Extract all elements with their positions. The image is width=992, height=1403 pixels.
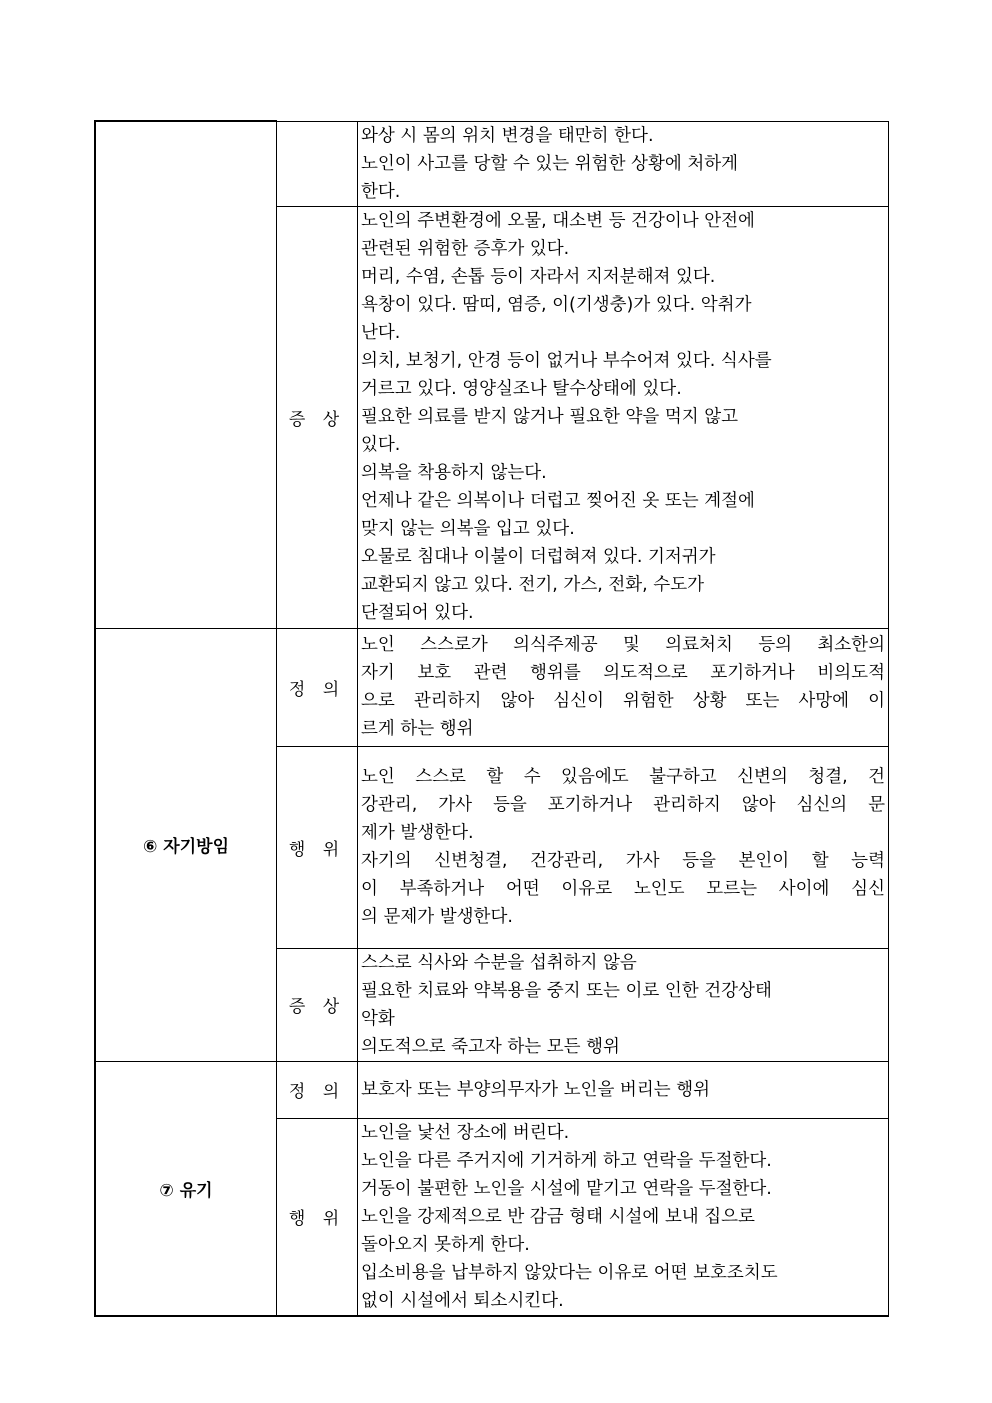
text-line: 노인이 사고를 당할 수 있는 위험한 상황에 처하게 [361,153,739,174]
text-line: 이 부족하거나 어떤 이유로 노인도 모르는 사이에 심신 [361,879,885,899]
category-abandonment: ⑦ 유기 [95,1061,277,1316]
text-line: 의복을 착용하지 않는다. [361,463,547,483]
text-line: 노인 스스로 할 수 있음에도 불구하고 신변의 청결, 건 [361,767,885,787]
text-line: 자기 보호 관련 행위를 의도적으로 포기하거나 비의도적 [361,663,885,683]
section7-definition-desc [358,1061,889,1118]
text-line: 필요한 의료를 받지 않거나 필요한 약을 먹지 않고 [361,407,739,427]
text-line: 노인을 다른 주거지에 기거하게 하고 연락을 두절한다. [361,1150,772,1171]
category-self-neglect: ⑥ 자기방임 [95,628,277,1061]
text-line: 입소비용을 납부하지 않았다는 이유로 어떤 보호조치도 [361,1262,778,1283]
section5-behavior-desc [358,121,889,206]
type-label: 정 의 [277,628,358,746]
text-line: 언제나 같은 의복이나 더럽고 찢어진 옷 또는 계절에 [361,491,755,511]
text-line: 있다. [361,435,401,455]
text-line: 으로 관리하지 않아 심신이 위험한 상황 또는 사망에 이 [361,691,885,711]
text-line: 의치, 보청기, 안경 등이 없거나 부수어져 있다. 식사를 [361,351,772,371]
text-line: 머리, 수염, 손톱 등이 자라서 지저분해져 있다. [361,267,716,287]
section6-behavior-desc [358,746,889,948]
type-label: 행 위 [277,746,358,948]
type-label: 행 위 [277,1118,358,1316]
section7-behavior-desc [358,1118,889,1316]
text-line: 악화 [361,1008,395,1029]
text-line: 의도적으로 죽고자 하는 모든 행위 [361,1036,620,1057]
type-label: 증 상 [277,948,358,1061]
type-label: 정 의 [277,1061,358,1118]
text-line: 오물로 침대나 이불이 더럽혀져 있다. 기저귀가 [361,547,716,567]
text-line: 노인의 주변환경에 오물, 대소변 등 건강이나 안전에 [361,211,755,231]
text-line: 돌아오지 못하게 한다. [361,1234,530,1255]
text-line: 욕창이 있다. 땀띠, 염증, 이(기생충)가 있다. 악취가 [361,295,752,315]
text-line: 스스로 식사와 수분을 섭취하지 않음 [361,952,637,973]
text-line: 거르고 있다. 영양실조나 탈수상태에 있다. [361,379,682,399]
table-row [95,121,889,206]
text-line: 필요한 치료와 약복용을 중지 또는 이로 인한 건강상태 [361,980,772,1001]
category-cell-continued [95,121,277,628]
text-line: 자기의 신변청결, 건강관리, 가사 등을 본인이 할 능력 [361,851,885,871]
text-line: 교환되지 않고 있다. 전기, 가스, 전화, 수도가 [361,575,705,595]
type-label: 증 상 [277,206,358,628]
text-line: 노인을 낯선 장소에 버린다. [361,1122,570,1143]
text-line: 의 문제가 발생한다. [361,907,513,927]
type-cell-empty [277,121,358,206]
text-line: 와상 시 몸의 위치 변경을 태만히 한다. [361,125,654,146]
section6-definition-desc [358,628,889,746]
text-line: 제가 발생한다. [361,823,474,843]
text-line: 보호자 또는 부양의무자가 노인을 버리는 행위 [361,1079,711,1100]
text-line: 단절되어 있다. [361,603,474,623]
section5-symptom-desc [358,206,889,628]
text-line: 관련된 위험한 증후가 있다. [361,239,570,259]
text-line: 거동이 불편한 노인을 시설에 맡기고 연락을 두절한다. [361,1178,772,1199]
text-line: 한다. [361,181,401,202]
text-line: 없이 시설에서 퇴소시킨다. [361,1290,564,1311]
section6-symptom-desc [358,948,889,1061]
abuse-types-table [94,120,889,1317]
table-row [95,1061,889,1118]
table-row [95,628,889,746]
text-line: 난다. [361,323,401,343]
text-line: 맞지 않는 의복을 입고 있다. [361,519,575,539]
text-line: 강관리, 가사 등을 포기하거나 관리하지 않아 심신의 문 [361,795,885,815]
text-line: 노인 스스로가 의식주제공 및 의료처치 등의 최소한의 [361,635,885,655]
text-line: 노인을 강제적으로 반 감금 형태 시설에 보내 집으로 [361,1206,755,1227]
text-line: 르게 하는 행위 [361,719,474,739]
